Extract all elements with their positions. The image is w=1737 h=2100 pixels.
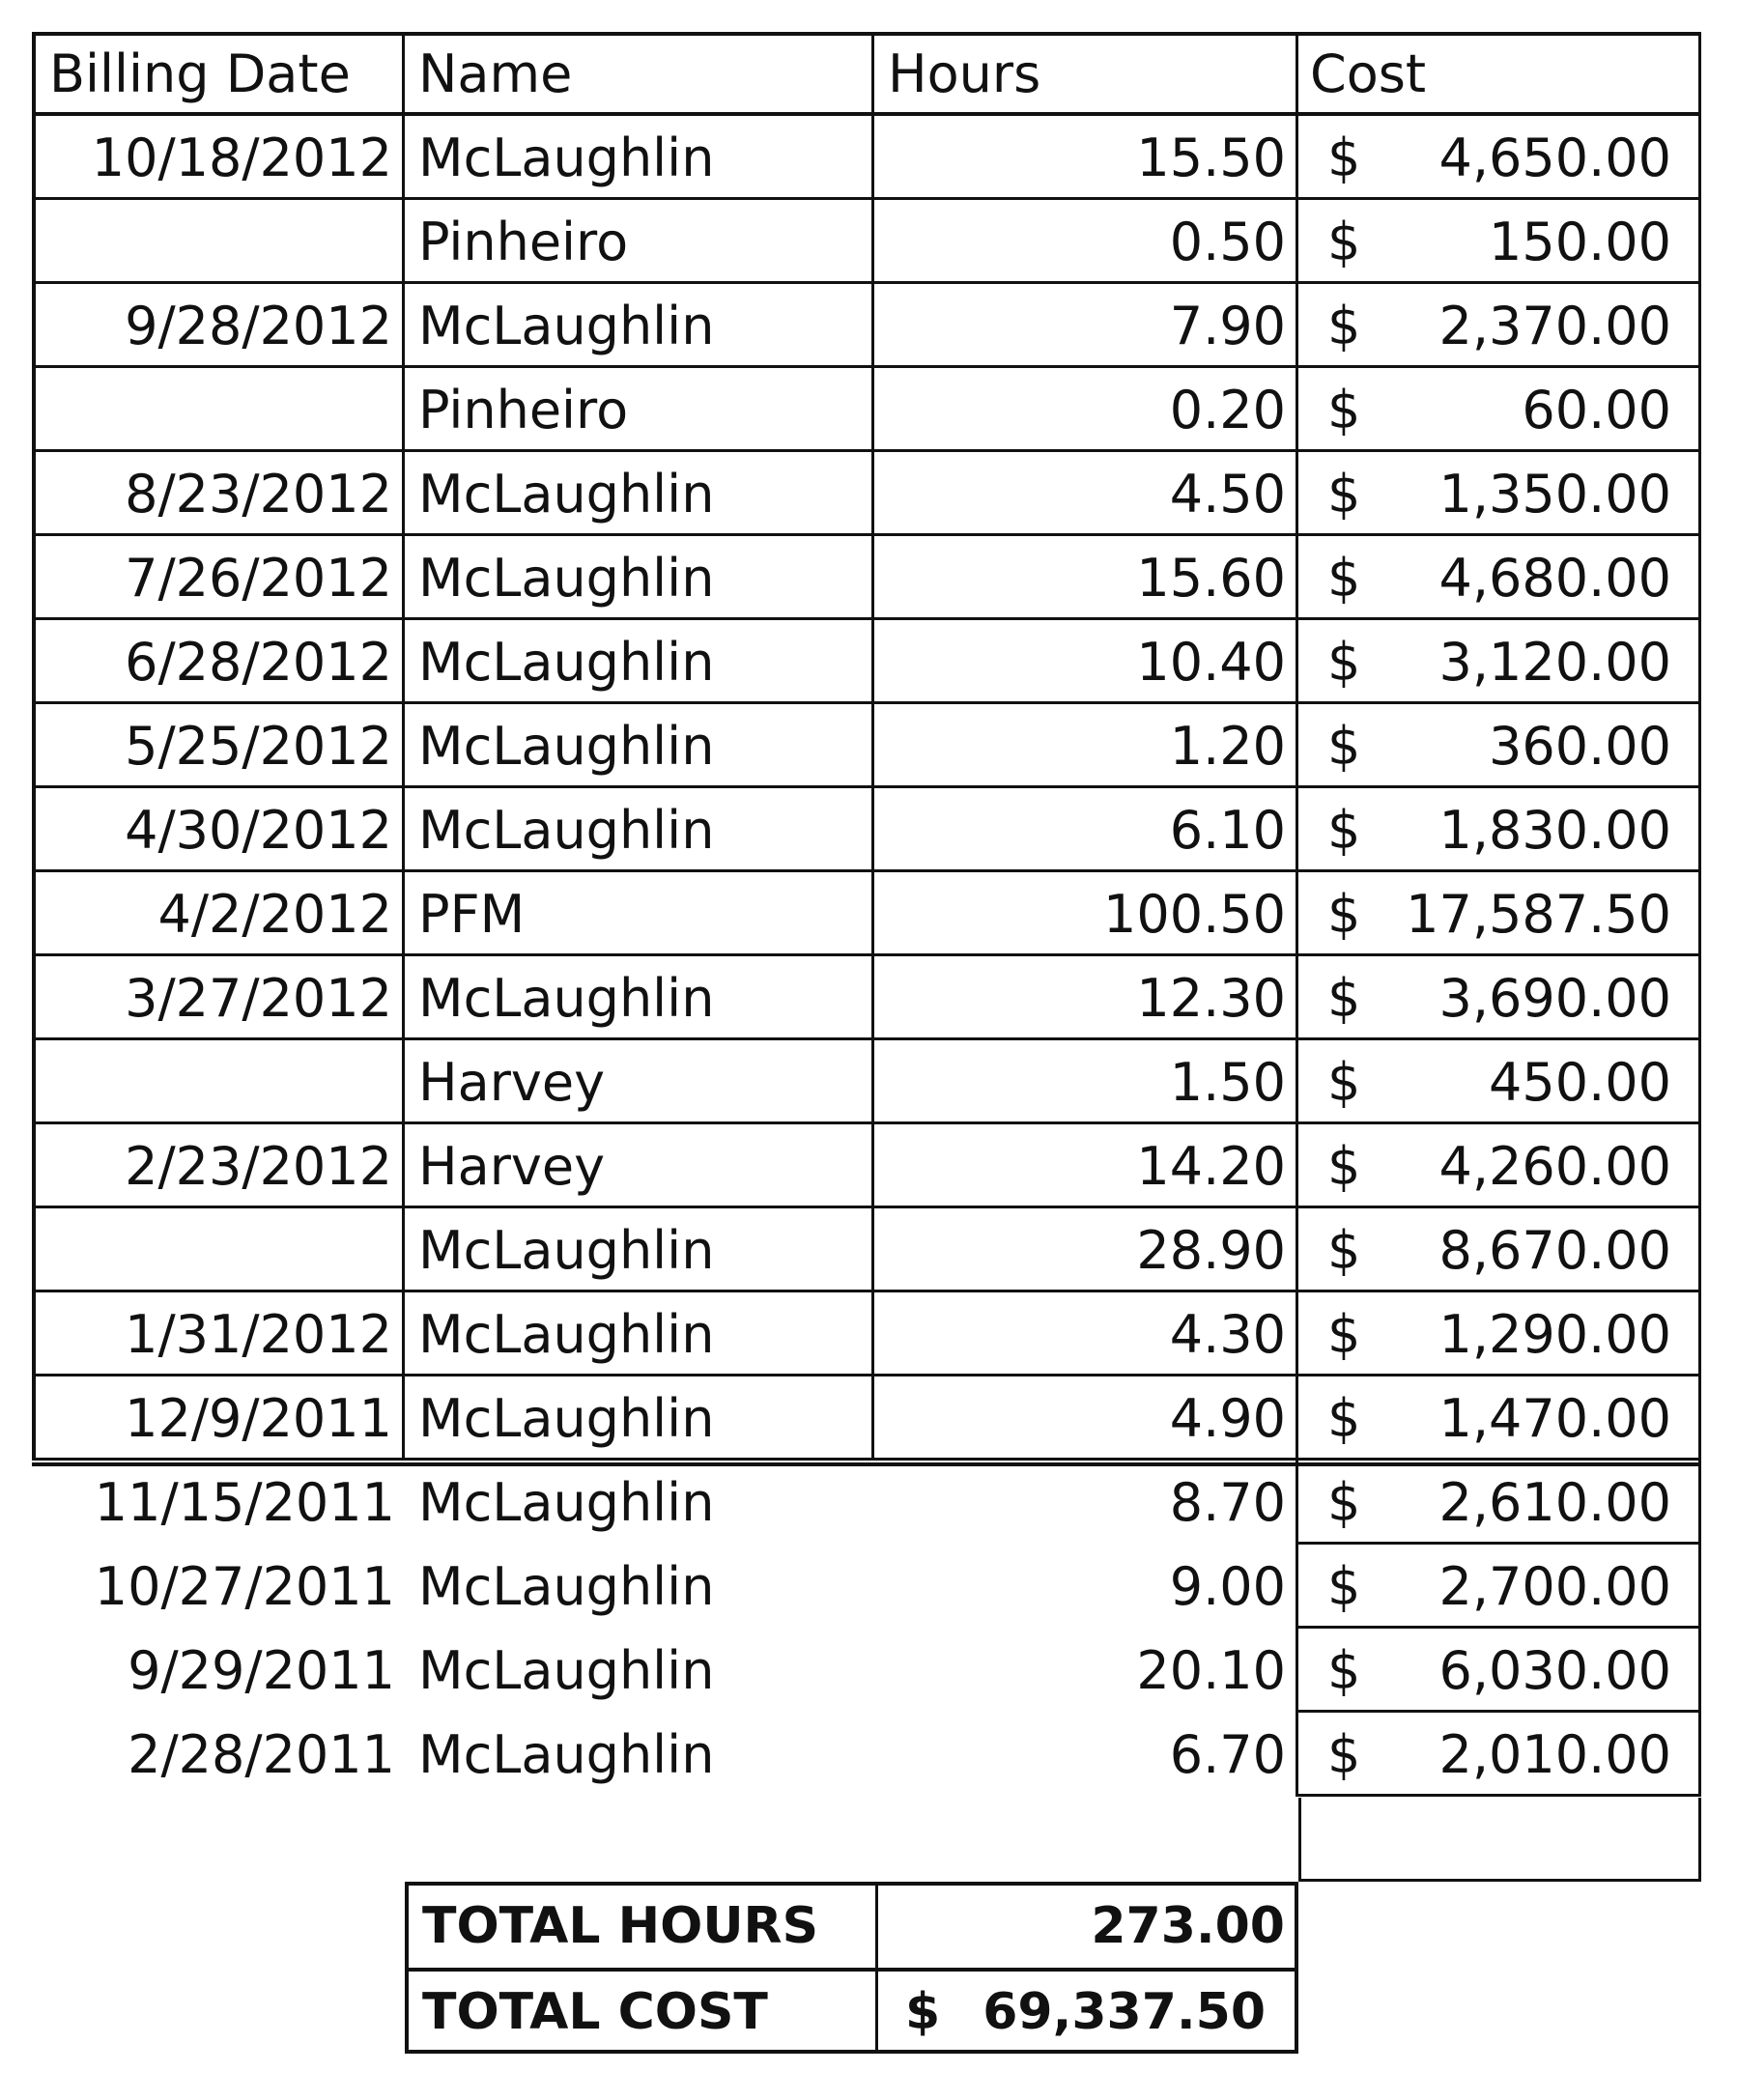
cost-amount: 150.00: [1489, 212, 1671, 272]
cost-cell: [1298, 956, 1701, 1040]
cost-currency: $: [1327, 548, 1361, 609]
cost-amount: 17,587.50: [1406, 884, 1671, 945]
table-row: [0, 116, 1737, 200]
name-cell: McLaughlin: [405, 1376, 874, 1461]
cost-amount: 1,350.00: [1438, 464, 1671, 525]
cost-amount: 3,120.00: [1438, 632, 1671, 693]
cost-cell: [1298, 1545, 1701, 1629]
cost-cell: [1298, 872, 1701, 956]
cost-amount: 6,030.00: [1438, 1640, 1671, 1701]
hours-cell: 4.30: [874, 1292, 1298, 1376]
billing-date-cell: 3/27/2012: [32, 956, 405, 1040]
name-cell: Harvey: [405, 1040, 874, 1124]
cost-currency: $: [1327, 968, 1361, 1029]
cost-amount: 2,010.00: [1438, 1724, 1671, 1785]
table-row: [0, 200, 1737, 284]
cost-currency: $: [1327, 632, 1361, 693]
hours-cell: 15.50: [874, 116, 1298, 200]
cost-amount: 2,700.00: [1438, 1556, 1671, 1617]
name-cell: Pinheiro: [405, 368, 874, 452]
cost-currency: $: [1327, 1136, 1361, 1197]
billing-date-cell: 11/15/2011: [94, 1472, 395, 1533]
name-cell: Pinheiro: [405, 200, 874, 284]
total-cost-value: [878, 1972, 1295, 2054]
hours-cell: 100.50: [874, 872, 1298, 956]
billing-date-cell: 10/27/2011: [94, 1556, 395, 1617]
hours-cell: 12.30: [874, 956, 1298, 1040]
cost-currency: $: [1327, 800, 1361, 861]
table-row: [0, 788, 1737, 872]
name-cell: McLaughlin: [418, 1472, 715, 1533]
billing-date-cell: 7/26/2012: [32, 536, 405, 620]
cost-currency: $: [1327, 1724, 1361, 1785]
billing-date-cell: 2/28/2011: [128, 1724, 395, 1785]
table-row: [0, 872, 1737, 956]
hours-cell: 7.90: [874, 284, 1298, 368]
cost-amount: 1,830.00: [1438, 800, 1671, 861]
cost-amount: 1,470.00: [1438, 1388, 1671, 1449]
billing-date-cell: 9/29/2011: [128, 1640, 395, 1701]
billing-date-cell: 4/30/2012: [32, 788, 405, 872]
cost-amount: 2,370.00: [1438, 296, 1671, 356]
billing-date-cell: 2/23/2012: [32, 1124, 405, 1208]
cost-cell: [1298, 1208, 1701, 1292]
table-row: [0, 452, 1737, 536]
cost-cell: [1298, 1124, 1701, 1208]
cost-currency: $: [1327, 884, 1361, 945]
billing-date-cell: [32, 1208, 405, 1292]
name-cell: McLaughlin: [405, 536, 874, 620]
name-cell: McLaughlin: [418, 1556, 715, 1617]
table-row: [0, 620, 1737, 704]
name-cell: McLaughlin: [418, 1640, 715, 1701]
hours-cell: 1.50: [874, 1040, 1298, 1124]
header-billing-date: Billing Date: [32, 32, 405, 116]
totals-box: [405, 1882, 1298, 2054]
name-cell: McLaughlin: [405, 704, 874, 788]
cost-cell: [1298, 1461, 1701, 1545]
name-cell: Harvey: [405, 1124, 874, 1208]
hours-cell: 0.20: [874, 368, 1298, 452]
table-row: [0, 1208, 1737, 1292]
billing-date-cell: 1/31/2012: [32, 1292, 405, 1376]
billing-date-cell: 12/9/2011: [32, 1376, 405, 1461]
cost-currency: $: [1327, 296, 1361, 356]
table-row: [0, 1124, 1737, 1208]
table-row: [0, 1292, 1737, 1376]
hours-cell: 28.90: [874, 1208, 1298, 1292]
total-hours-row: [409, 1886, 1295, 1972]
name-cell: McLaughlin: [405, 1208, 874, 1292]
total-hours-label: TOTAL HOURS: [409, 1886, 878, 1968]
hours-cell: 20.10: [874, 1629, 1298, 1713]
billing-date-cell: [32, 368, 405, 452]
cost-currency: $: [1327, 1640, 1361, 1701]
name-cell: McLaughlin: [405, 452, 874, 536]
cost-amount: 450.00: [1489, 1052, 1671, 1113]
table-row: [0, 1376, 1737, 1461]
name-cell: McLaughlin: [405, 956, 874, 1040]
table-row: [0, 284, 1737, 368]
total-hours-value: 273.00: [1091, 1897, 1285, 1955]
cost-cell: [1298, 1040, 1701, 1124]
cost-currency: $: [1327, 128, 1361, 188]
cost-currency: $: [1327, 1220, 1361, 1281]
table-row: [0, 1040, 1737, 1124]
hours-cell: 10.40: [874, 620, 1298, 704]
name-cell: McLaughlin: [405, 620, 874, 704]
cost-amount: 1,290.00: [1438, 1304, 1671, 1365]
total-cost-currency: $: [905, 1983, 941, 2041]
cost-cell: [1298, 620, 1701, 704]
cost-cell: [1298, 452, 1701, 536]
hours-cell: 8.70: [874, 1461, 1298, 1545]
hours-cell: 14.20: [874, 1124, 1298, 1208]
cost-amount: 4,680.00: [1438, 548, 1671, 609]
cost-cell: [1298, 284, 1701, 368]
billing-date-cell: [32, 200, 405, 284]
cost-currency: $: [1327, 716, 1361, 777]
cost-currency: $: [1327, 380, 1361, 440]
cost-amount: 2,610.00: [1438, 1472, 1671, 1533]
cost-cell: [1298, 200, 1701, 284]
table-row: [0, 956, 1737, 1040]
hours-cell: 6.10: [874, 788, 1298, 872]
cost-amount: 3,690.00: [1438, 968, 1671, 1029]
total-cost-row: [409, 1972, 1295, 2054]
billing-date-cell: 6/28/2012: [32, 620, 405, 704]
cost-amount: 4,260.00: [1438, 1136, 1671, 1197]
hours-cell: 0.50: [874, 200, 1298, 284]
cost-amount: 8,670.00: [1438, 1220, 1671, 1281]
hours-cell: 4.90: [874, 1376, 1298, 1461]
billing-date-cell: 10/18/2012: [32, 116, 405, 200]
hours-cell: 9.00: [874, 1545, 1298, 1629]
header-cost-label: Cost: [1310, 43, 1427, 104]
cost-cell: [1298, 1629, 1701, 1713]
hours-cell: 4.50: [874, 452, 1298, 536]
table-row: [0, 1461, 1737, 1545]
total-cost-label: TOTAL COST: [409, 1972, 878, 2054]
billing-date-cell: [32, 1040, 405, 1124]
name-cell: McLaughlin: [405, 284, 874, 368]
billing-date-cell: 4/2/2012: [32, 872, 405, 956]
hours-cell: 1.20: [874, 704, 1298, 788]
cost-amount: 60.00: [1522, 380, 1671, 440]
billing-date-cell: 8/23/2012: [32, 452, 405, 536]
billing-date-cell: 5/25/2012: [32, 704, 405, 788]
header-name: Name: [405, 32, 874, 116]
cost-currency: $: [1327, 464, 1361, 525]
table-row: [0, 1713, 1737, 1797]
table-row: [0, 536, 1737, 620]
header-cost: [1298, 32, 1701, 116]
cost-cell: [1298, 116, 1701, 200]
billing-date-cell: 9/28/2012: [32, 284, 405, 368]
cost-currency: $: [1327, 1472, 1361, 1533]
table-header: [0, 32, 1737, 116]
cost-currency: $: [1327, 1052, 1361, 1113]
name-cell: McLaughlin: [418, 1724, 715, 1785]
cost-currency: $: [1327, 212, 1361, 272]
cost-cell: [1298, 1713, 1701, 1797]
table-row: [0, 704, 1737, 788]
cost-cell: [1298, 788, 1701, 872]
cost-currency: $: [1327, 1388, 1361, 1449]
name-cell: PFM: [405, 872, 874, 956]
cost-currency: $: [1327, 1304, 1361, 1365]
table-row: [0, 1545, 1737, 1629]
cost-amount: 4,650.00: [1438, 128, 1671, 188]
table-bottom-rule: [32, 1462, 1701, 1466]
name-cell: McLaughlin: [405, 116, 874, 200]
cost-cell: [1298, 368, 1701, 452]
cost-cell: [1298, 704, 1701, 788]
hours-cell: 15.60: [874, 536, 1298, 620]
header-hours: Hours: [874, 32, 1298, 116]
hours-cell: 6.70: [874, 1713, 1298, 1797]
cost-cell: [1298, 536, 1701, 620]
name-cell: McLaughlin: [405, 788, 874, 872]
total-cost-amount: 69,337.50: [982, 1983, 1266, 2041]
table-row: [0, 1629, 1737, 1713]
empty-cost-cell: [1298, 1798, 1701, 1882]
cost-cell: [1298, 1292, 1701, 1376]
name-cell: McLaughlin: [405, 1292, 874, 1376]
cost-cell: [1298, 1376, 1701, 1461]
cost-currency: $: [1327, 1556, 1361, 1617]
table-row: [0, 368, 1737, 452]
cost-amount: 360.00: [1489, 716, 1671, 777]
